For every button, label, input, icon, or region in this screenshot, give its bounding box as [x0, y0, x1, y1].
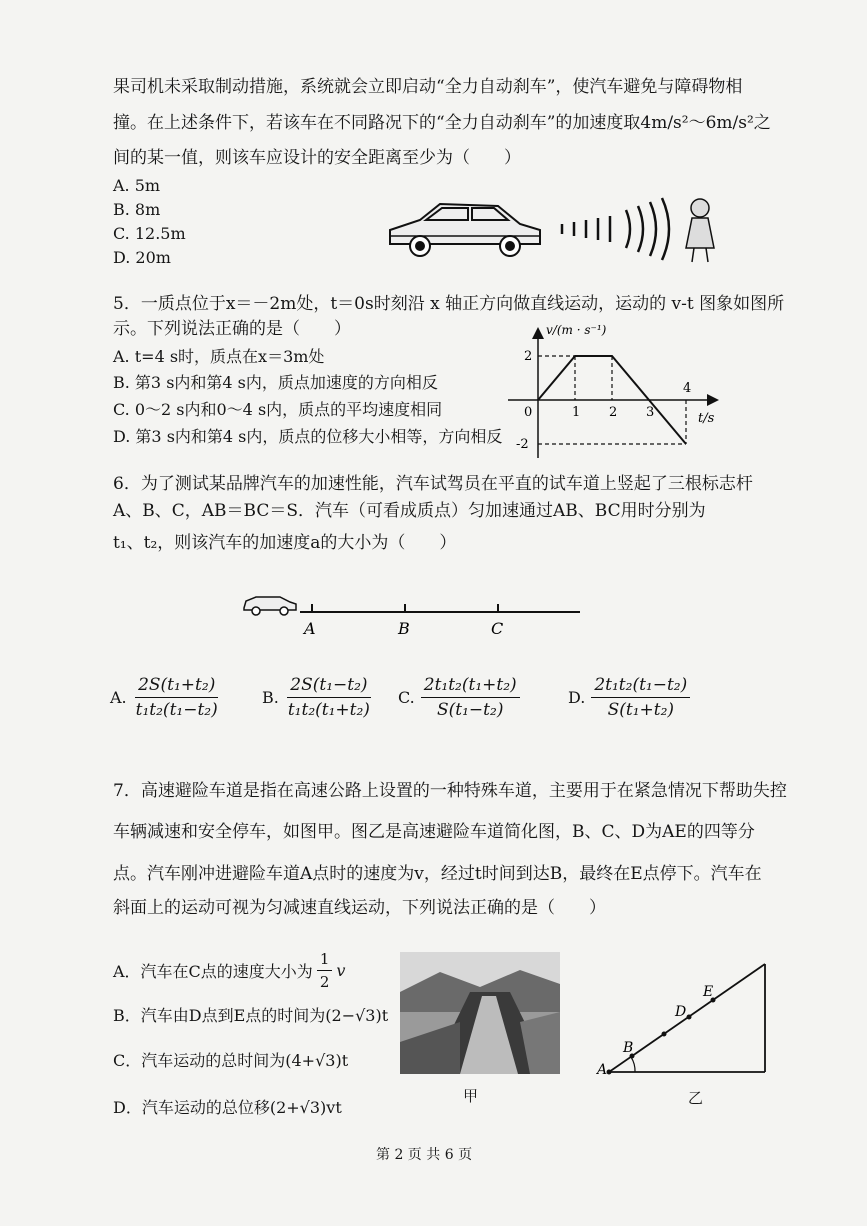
q6-option-c-num: 2t₁t₂(t₁+t₂) [421, 675, 520, 698]
q6-option-a [110, 675, 221, 720]
q6-option-d-num: 2t₁t₂(t₁−t₂) [591, 675, 690, 698]
x-tick-2: 2 [609, 405, 618, 420]
ramp-point-b: B [623, 1040, 634, 1056]
ramp-point-a: A [597, 1062, 608, 1078]
q7-option-c: C．汽车运动的总时间为(4+√3)t [113, 1051, 349, 1070]
q4-option-b: B. 8m [113, 200, 161, 219]
q5-option-c: C. 0～2 s内和0～4 s内，质点的平均速度相同 [113, 400, 443, 419]
q5-option-b: B. 第3 s内和第4 s内，质点加速度的方向相反 [113, 373, 438, 392]
q7-option-a-frac-num: 1 [317, 950, 333, 971]
fig-jia-label: 甲 [463, 1087, 479, 1105]
q6-option-c [398, 675, 520, 720]
q4-option-c: C. 12.5m [113, 224, 186, 243]
q7-option-a [113, 950, 345, 991]
sound-wave-icon [562, 198, 669, 260]
point-a-label: A [304, 619, 316, 638]
q4-line2: 撞。在上述条件下，若该车在不同路况下的“全力自动刹车”的加速度取4m/s²～6m/s²之 [113, 113, 771, 133]
car-illustration [380, 192, 750, 268]
q4-line1: 果司机未采取制动措施，系统就会立即启动“全力自动刹车”，使汽车避免与障碍物相 [113, 77, 743, 97]
x-tick-1: 1 [572, 405, 581, 420]
escape-lane-photo [400, 952, 560, 1074]
x-tick-0: 0 [524, 405, 533, 420]
q5-option-a: A. t=4 s时，质点在x＝3m处 [113, 347, 325, 366]
x-tick-4: 4 [683, 381, 692, 396]
q5-line1: 5．一质点位于x＝－2m处，t＝0s时刻沿 x 轴正方向做直线运动，运动的 v-t 图象如图所 [113, 294, 785, 314]
q4-option-a: A. 5m [113, 176, 161, 195]
q7-option-b: B．汽车由D点到E点的时间为(2−√3)t [113, 1006, 389, 1025]
point-b-label: B [398, 619, 410, 638]
q7-line1: 7．高速避险车道是指在高速公路上设置的一种特殊车道，主要用于在紧急情况下帮助失控 [113, 781, 787, 801]
vt-chart [498, 318, 728, 468]
q6-option-a-num: 2S(t₁+t₂) [135, 675, 218, 698]
q4-line3: 间的某一值，则该车应设计的安全距离至少为（ ） [113, 148, 521, 168]
q6-line3: t₁、t₂，则该汽车的加速度a的大小为（ ） [113, 533, 457, 553]
q6-option-d-letter: D. [568, 688, 586, 707]
point-c-label: C [491, 619, 504, 638]
q6-option-d [568, 675, 690, 720]
q5-option-d: D. 第3 s内和第4 s内，质点的位移大小相等，方向相反 [113, 427, 503, 446]
y-axis-label: v/(m · s⁻¹) [546, 323, 607, 337]
q7-option-a-tail: v [336, 961, 346, 980]
ramp-point-e: E [703, 984, 714, 1000]
fig-yi-label: 乙 [688, 1089, 704, 1107]
y-tick-neg2: -2 [516, 437, 529, 452]
angle-arc [631, 1057, 635, 1072]
y-tick-2: 2 [524, 349, 533, 364]
q6-line1: 6．为了测试某品牌汽车的加速性能，汽车试驾员在平直的试车道上竖起了三根标志杆 [113, 474, 753, 494]
q4-option-d: D. 20m [113, 248, 171, 267]
x-axis-label: t/s [698, 411, 715, 426]
q7-option-d: D．汽车运动的总位移(2+√3)vt [113, 1098, 342, 1117]
child-icon [686, 199, 714, 262]
q7-line4: 斜面上的运动可视为匀减速直线运动，下列说法正确的是（ ） [113, 898, 606, 918]
q6-option-c-den: S(t₁−t₂) [437, 700, 504, 720]
q6-option-b [262, 675, 373, 720]
x-tick-3: 3 [646, 405, 655, 420]
small-car-icon [244, 597, 296, 615]
track-diagram [240, 592, 590, 642]
q6-option-a-letter: A. [110, 688, 127, 707]
q7-line3: 点。汽车刚冲进避险车道A点时的速度为v，经过t时间到达B，最终在E点停下。汽车在 [113, 864, 762, 884]
q6-option-b-letter: B. [262, 688, 279, 707]
q6-option-b-den: t₁t₂(t₁+t₂) [287, 700, 370, 720]
q6-option-c-letter: C. [398, 688, 415, 707]
ramp-diagram [595, 960, 775, 1080]
page-footer: 第 2 页 共 6 页 [376, 1147, 473, 1163]
q5-line2: 示。下列说法正确的是（ ） [113, 319, 351, 339]
q7-line2: 车辆减速和安全停车，如图甲。图乙是高速避险车道简化图，B、C、D为AE的四等分 [113, 822, 755, 842]
q7-option-a-text: A．汽车在C点的速度大小为 [113, 962, 313, 981]
q7-option-a-frac-den: 2 [319, 973, 330, 991]
q6-option-d-den: S(t₁+t₂) [607, 700, 675, 720]
ramp-point-d: D [675, 1004, 687, 1020]
q6-line2: A、B、C，AB＝BC＝S．汽车（可看成质点）匀加速通过AB、BC用时分别为 [113, 501, 706, 521]
q6-option-a-den: t₁t₂(t₁−t₂) [135, 700, 218, 720]
car-icon [390, 204, 540, 256]
q6-option-b-num: 2S(t₁−t₂) [287, 675, 370, 698]
